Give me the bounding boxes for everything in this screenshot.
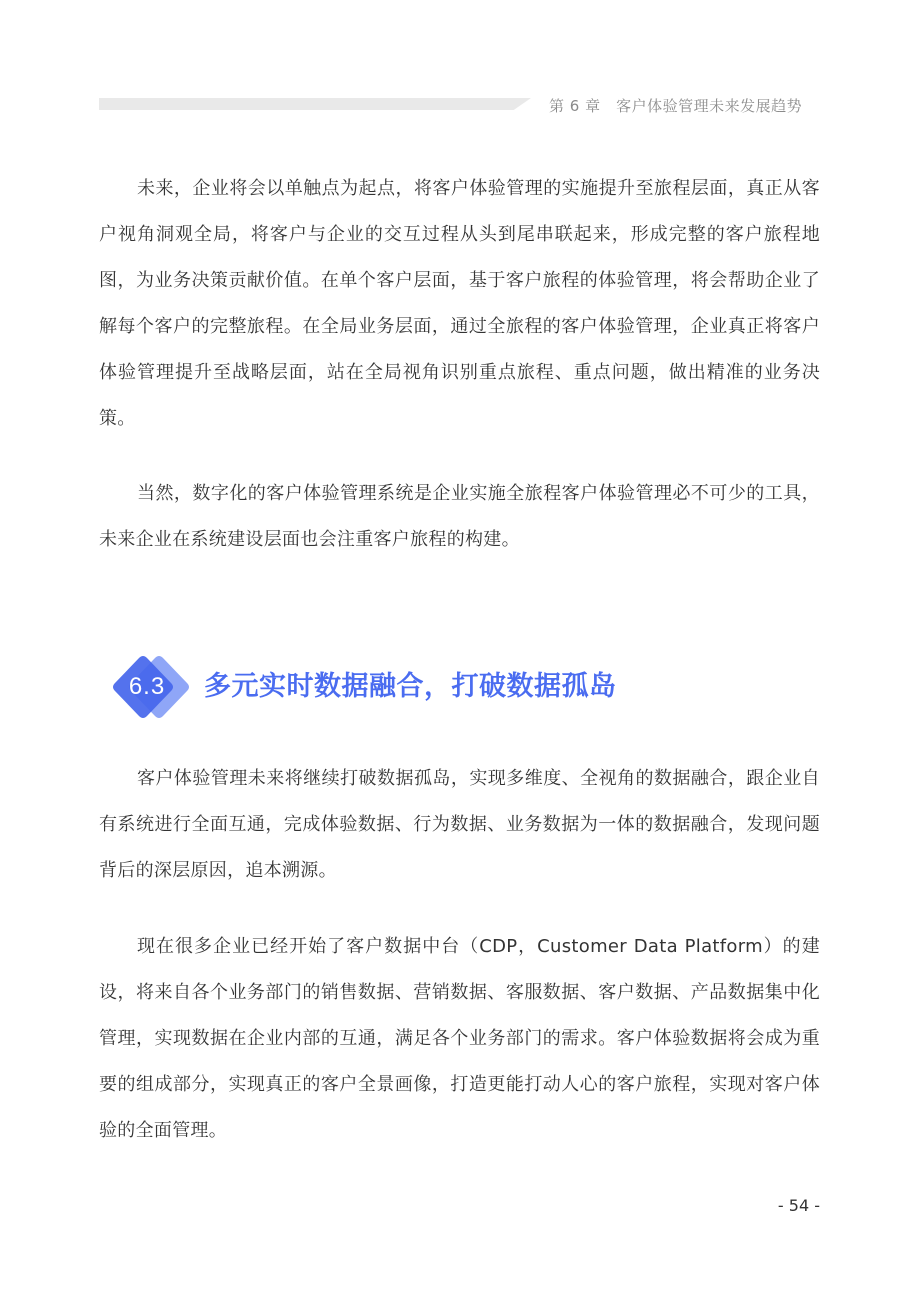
chapter-header-title: 第 6 章 客户体验管理未来发展趋势	[549, 97, 803, 115]
section-number: 6.3	[128, 673, 166, 700]
section-title: 多元实时数据融合，打破数据孤岛	[204, 671, 617, 702]
header-decoration-bar	[99, 98, 531, 110]
paragraph: 未来，企业将会以单触点为起点，将客户体验管理的实施提升至旅程层面，真正从客户视角洞观全局，将客户与企业的交互过程从头到尾串联起来，形成完整的客户旅程地图，为业务决策贡献价值。在单个客户层面，基于客户旅程的体验管理，将会帮助企业了解每个客户的完整旅程。在全局业务层面，通过全旅程的客户体验管理，企业真正将客户体验管理提升至战略层面，站在全局视角识别重点旅程、重点问题，做出精准的业务决策。	[99, 178, 820, 429]
paragraph: 现在很多企业已经开始了客户数据中台（CDP，Customer Data Platform）的建设，将来自各个业务部门的销售数据、营销数据、客服数据、客户数据、产品数据集中化管理，实现数据在企业内部的互通，满足各个业务部门的需求。客户体验数据将会成为重要的组成部分，实现真正的客户全景画像，打造更能打动人心的客户旅程，实现对客户体验的全面管理。	[99, 936, 820, 1141]
section-number-badge	[103, 654, 193, 720]
paragraph: 客户体验管理未来将继续打破数据孤岛，实现多维度、全视角的数据融合，跟企业自有系统进行全面互通，完成体验数据、行为数据、业务数据为一体的数据融合，发现问题背后的深层原因，追本溯源。	[99, 768, 820, 881]
paragraph: 当然，数字化的客户体验管理系统是企业实施全旅程客户体验管理必不可少的工具，未来企业在系统建设层面也会注重客户旅程的构建。	[99, 483, 820, 550]
section-heading	[103, 654, 803, 720]
page-number: - 54 -	[777, 1196, 820, 1215]
